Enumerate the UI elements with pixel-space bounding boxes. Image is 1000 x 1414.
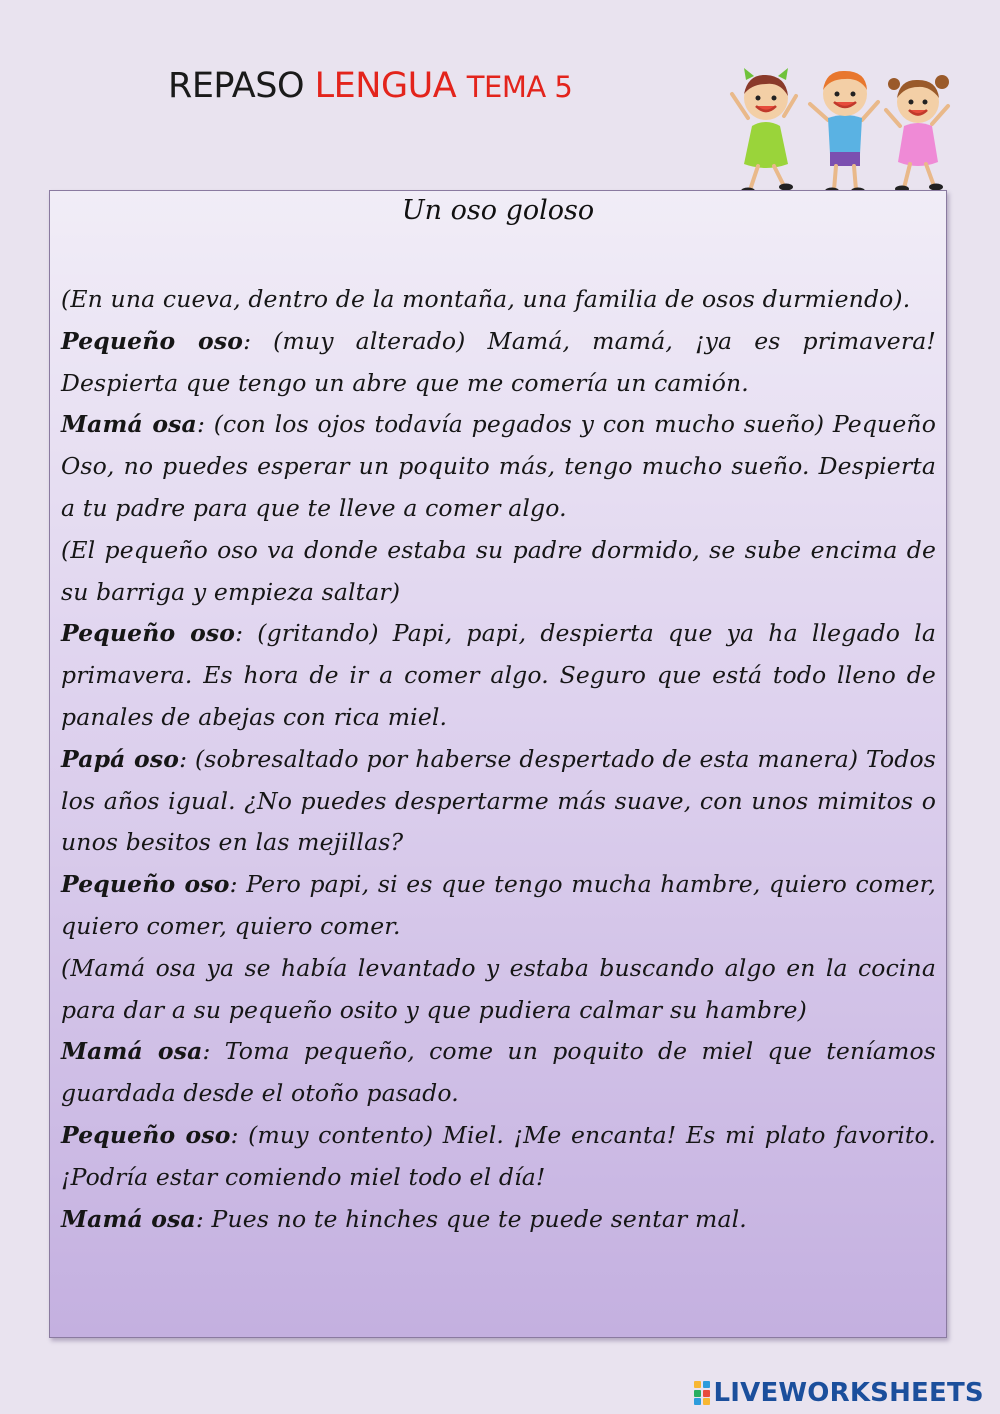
page-title: [168, 66, 572, 106]
speaker-name: Pequeño oso: [61, 619, 236, 648]
speaker-name: Pequeño oso: [61, 1120, 231, 1149]
paragraph-text: : (muy contento) Miel. ¡Me encanta! Es mi plato favorito. ¡Podría estar comiendo miel todo el día!: [61, 1120, 936, 1191]
speaker-name: Pequeño oso: [61, 870, 230, 899]
girl-pink-figure: [886, 75, 949, 193]
story-paragraph: [61, 530, 936, 614]
speaker-name: Mamá osa: [61, 1037, 203, 1066]
children-illustration: [728, 66, 960, 196]
story-paragraph: [61, 739, 936, 864]
story-paragraph: [61, 1031, 936, 1115]
liveworksheets-logo-text: LIVEWORKSHEETS: [713, 1378, 984, 1408]
speaker-name: Papá oso: [61, 744, 180, 773]
title-word-tema: TEMA 5: [466, 70, 573, 104]
liveworksheets-logo-icon: [694, 1381, 710, 1405]
paragraph-text: (Mamá osa ya se había levantado y estaba buscando algo en la cocina para dar a su pequeño osito y que pudiera calmar su hambre): [61, 953, 936, 1024]
speaker-name: Mamá osa: [61, 410, 197, 439]
story-paragraph: [61, 1199, 936, 1241]
story-paragraph: [61, 404, 936, 529]
liveworksheets-logo: [694, 1378, 984, 1408]
paragraph-text: (En una cueva, dentro de la montaña, una familia de osos durmiendo).: [61, 285, 911, 313]
girl-green-figure: [732, 68, 796, 195]
story-paragraph: [61, 613, 936, 738]
paragraph-text: : Pues no te hinches que te puede sentar mal.: [195, 1204, 747, 1233]
paragraph-text: : (muy alterado) Mamá, mamá, ¡ya es primavera! Despierta que tengo un abre que me comería un camión.: [61, 326, 936, 397]
paragraph-text: : Toma pequeño, come un poquito de miel que teníamos guardada desde el otoño pasado.: [61, 1037, 936, 1108]
paragraph-text: (El pequeño oso va donde estaba su padre dormido, se sube encima de su barriga y empieza saltar): [61, 535, 936, 606]
paragraph-text: : (gritando) Papi, papi, despierta que ya ha llegado la primavera. Es hora de ir a comer algo. Seguro que está todo lleno de panales de abejas con rica miel.: [61, 619, 936, 731]
title-word-repaso: REPASO: [168, 66, 305, 106]
story-paragraph: [61, 948, 936, 1032]
story-title: Un oso goloso: [401, 195, 595, 226]
story-paragraph: [61, 279, 936, 321]
story-body: [61, 279, 936, 1240]
title-word-lengua: LENGUA: [314, 66, 457, 106]
boy-blue-figure: [810, 71, 878, 195]
story-paragraph: [61, 864, 936, 948]
story-paragraph: [61, 1115, 936, 1199]
speaker-name: Pequeño oso: [61, 326, 244, 355]
paragraph-text: : Pero papi, si es que tengo mucha hambre, quiero comer, quiero comer, quiero comer.: [61, 870, 936, 940]
paragraph-text: : (con los ojos todavía pegados y con mucho sueño) Pequeño Oso, no puedes esperar un poquito más, tengo mucho sueño. Despierta a tu padre para que te lleve a comer algo.: [61, 410, 936, 522]
paragraph-text: : (sobresaltado por haberse despertado de esta manera) Todos los años igual. ¿No puedes despertarme más suave, con unos mimitos o unos besitos en las mejillas?: [61, 744, 936, 857]
speaker-name: Mamá osa: [61, 1204, 196, 1233]
story-paragraph: [61, 321, 936, 405]
story-box: [49, 190, 947, 1338]
